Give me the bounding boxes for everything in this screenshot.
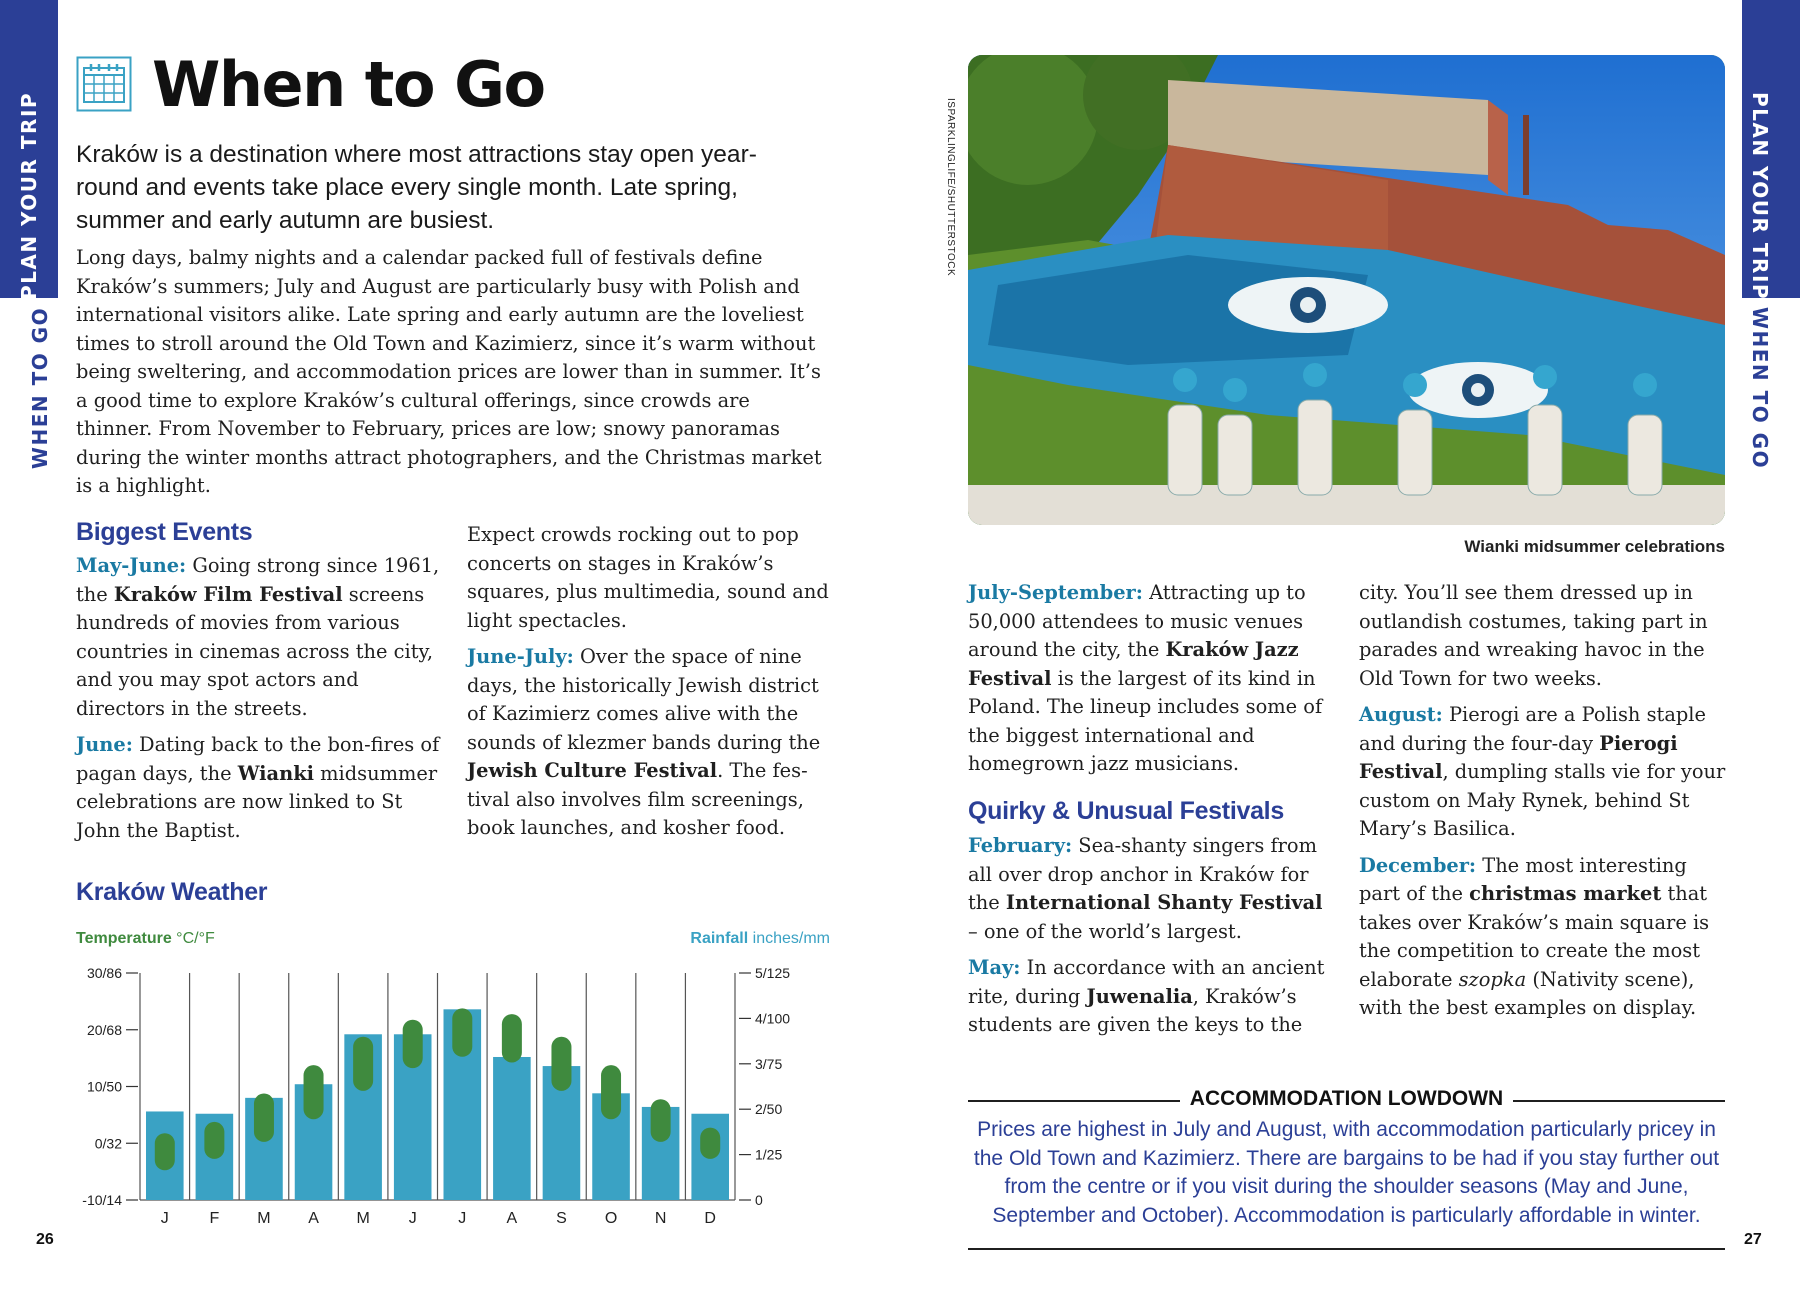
- temperature-legend: [76, 930, 215, 948]
- event-text: The most interesting part of the: [1359, 853, 1687, 905]
- event-label: August:: [1359, 703, 1443, 726]
- event-august: [1359, 701, 1729, 844]
- month-label: M: [356, 1210, 370, 1227]
- month-label: F: [209, 1210, 220, 1227]
- event-july-september: [968, 579, 1338, 779]
- right-axis-tick-label: 3/75: [755, 1055, 783, 1072]
- event-text: , Kraków’s students are given the keys to the: [968, 984, 1303, 1036]
- quirky-festivals-heading: Quirky & Unusual Festivals: [968, 797, 1284, 825]
- right-axis-tick-label: 4/100: [755, 1010, 791, 1027]
- quirky-column-1: [968, 832, 1338, 1048]
- event-text: midsummer celebrations are now linked to St John the Baptist.: [76, 761, 438, 842]
- event-label: July-September:: [968, 581, 1143, 604]
- rainfall-label: Rainfall: [690, 930, 749, 947]
- page-number-left: 26: [36, 1231, 54, 1248]
- intro-text: Kraków is a destination where most attractions stay open year-round and events take place every single month. Late spring, summer and early autumn are busiest.: [76, 141, 757, 234]
- event-label: December:: [1359, 853, 1477, 877]
- tab-plan-your-trip-right[interactable]: PLAN YOUR TRIP: [1748, 91, 1772, 301]
- left-axis-tick-label: 20/68: [86, 1021, 122, 1038]
- accommodation-title-text: ACCOMMODATION LOWDOWN: [1180, 1087, 1513, 1110]
- accommodation-title-rule: [968, 1087, 1725, 1113]
- month-label: A: [506, 1210, 518, 1227]
- event-label: June-July:: [467, 645, 574, 668]
- event-text: screens hundreds of movies from various countries in cinemas across the city, and you may spot actors and directors in the streets.: [76, 582, 434, 720]
- event-name: Pierogi Festival: [1359, 731, 1678, 783]
- month-label: M: [257, 1210, 271, 1227]
- events-column-1: [76, 552, 448, 853]
- event-name: Wianki: [237, 761, 314, 785]
- event-june-july: [467, 643, 839, 843]
- event-text: In accordance with an ancient rite, during: [968, 956, 1325, 1008]
- event-text: Dating back to the bon-fires of pagan days, the: [76, 733, 440, 785]
- page-title: When to Go: [152, 48, 545, 121]
- event-may-continued: city. You’ll see them dressed up in outlandish costumes, taking part in parades and wreaking havoc in the Old Town for two weeks.: [1359, 581, 1708, 690]
- events-column-2: [467, 521, 839, 851]
- event-may: [968, 954, 1338, 1040]
- event-name: Jewish Culture Festival: [467, 759, 718, 782]
- left-axis-tick-label: 0/32: [94, 1135, 122, 1152]
- event-text: that takes over Kraków’s main square is the competition to create the most elaborate: [1359, 882, 1710, 991]
- event-may-june: [76, 552, 448, 723]
- temperature-units: °C/°F: [171, 930, 215, 947]
- left-axis-tick-label: -10/14: [82, 1192, 122, 1208]
- event-text: Attracting up to 50,000 attendees to music venues around the city, the: [968, 581, 1306, 661]
- month-label: J: [160, 1210, 169, 1227]
- rainfall-units: inches/mm: [748, 930, 830, 947]
- wianki-photo: [968, 55, 1725, 525]
- rainfall-bar: [493, 1057, 531, 1200]
- month-label: J: [408, 1210, 417, 1227]
- event-june: [76, 731, 448, 845]
- event-december: [1359, 852, 1729, 1023]
- events-column-3: [968, 579, 1338, 787]
- calendar-icon: [76, 56, 132, 112]
- event-text: Pierogi are a Polish staple and during the four-day: [1359, 703, 1706, 755]
- event-label: February:: [968, 834, 1073, 857]
- accommodation-text: Prices are highest in July and August, with accommodation particularly pricey in the Old Town and Kazimierz. There are bargains to be had if you stay further out from the centre or if you visit during the shoulder seasons (May and June, September and October). Accommodation is particularly affordable in winter.: [973, 1118, 1720, 1227]
- photo-credit: ISPARKLINGLIFE/SHUTTERSTOCK: [945, 98, 956, 277]
- right-axis-tick-label: 2/50: [755, 1101, 783, 1118]
- event-text: Sea-shanty singers from all over drop anchor in Kraków for the: [968, 834, 1317, 914]
- event-name: Kraków Film Festival: [113, 582, 343, 606]
- temperature-label: Temperature: [76, 930, 172, 947]
- event-name: Kraków Jazz Festival: [968, 638, 1299, 690]
- left-axis-tick-label: 30/86: [86, 965, 122, 981]
- event-june-continued: Expect crowds rocking out to pop concerts on stages in Kraków’s squares, plus multimedia, sound and light spectacles.: [467, 523, 829, 632]
- weather-heading: Kraków Weather: [76, 878, 268, 906]
- weather-chart: [60, 950, 840, 1250]
- right-axis-tick-label: 1/25: [755, 1146, 783, 1163]
- event-name: christmas market: [1469, 882, 1662, 905]
- accommodation-bottom-rule: [968, 1248, 1725, 1250]
- event-text: – one of the world’s largest.: [968, 919, 1242, 943]
- month-label: D: [704, 1210, 716, 1227]
- left-axis-tick-label: 10/50: [86, 1078, 122, 1095]
- event-text: is the largest of its kind in Poland. The lineup includes some of the biggest international and homegrown jazz musicians.: [968, 666, 1323, 775]
- month-label: O: [604, 1210, 618, 1227]
- right-axis-tick-label: 5/125: [755, 965, 791, 981]
- month-label: N: [654, 1210, 667, 1227]
- tab-plan-your-trip-left[interactable]: PLAN YOUR TRIP: [17, 91, 41, 301]
- wianki-photo-illustration: [968, 55, 1725, 525]
- event-text: Over the space of nine days, the historically Jewish district of Kazimierz comes alive with the sounds of klezmer bands during the: [467, 645, 821, 754]
- body-text: Long days, balmy nights and a calendar packed full of festivals define Kraków’s summers; July and August are particularly busy with Polish and international visitors alike. Late spring and early autumn are the loveliest times to stroll around the Old Town and Kazimierz, since it’s warm without being sweltering, and accommodation prices are lower than in summer. It’s a good time to explore Kraków’s cultural offerings, since crowds are thinner. From November to February, prices are low; snowy panoramas during the winter months attract photographers, and the Christmas market is a highlight.: [76, 246, 822, 497]
- event-february: [968, 832, 1338, 946]
- biggest-events-heading: Biggest Events: [76, 518, 253, 546]
- event-label: May:: [968, 956, 1021, 979]
- quirky-column-2: [1359, 579, 1729, 1031]
- event-text: . The fes-tival also involves film screenings, book launches, and kosher food.: [467, 759, 808, 839]
- tab-when-to-go-left[interactable]: WHEN TO GO: [28, 306, 52, 470]
- photo-caption: Wianki midsummer celebrations: [1464, 537, 1725, 556]
- month-label: A: [308, 1210, 319, 1227]
- event-text: Going strong since 1961, the: [76, 554, 440, 606]
- month-label: S: [556, 1210, 567, 1227]
- month-label: J: [458, 1210, 467, 1227]
- page-number-right: 27: [1744, 1231, 1762, 1248]
- event-italic: szopka: [1458, 967, 1527, 991]
- event-name: International Shanty Festival: [1005, 891, 1323, 914]
- event-name: Juwenalia: [1086, 984, 1193, 1008]
- event-text: (Nativity scene), with the best examples on display.: [1359, 967, 1697, 1019]
- event-text: , dumpling stalls vie for your custom on Mały Rynek, behind St Mary’s Basilica.: [1359, 760, 1726, 840]
- rainfall-legend: [600, 930, 830, 948]
- accommodation-title: [968, 1087, 1725, 1111]
- tab-when-to-go-right[interactable]: WHEN TO GO: [1748, 306, 1772, 470]
- right-axis-tick-label: 0: [755, 1192, 763, 1208]
- event-label: June:: [76, 733, 133, 756]
- event-label: May-June:: [76, 554, 187, 577]
